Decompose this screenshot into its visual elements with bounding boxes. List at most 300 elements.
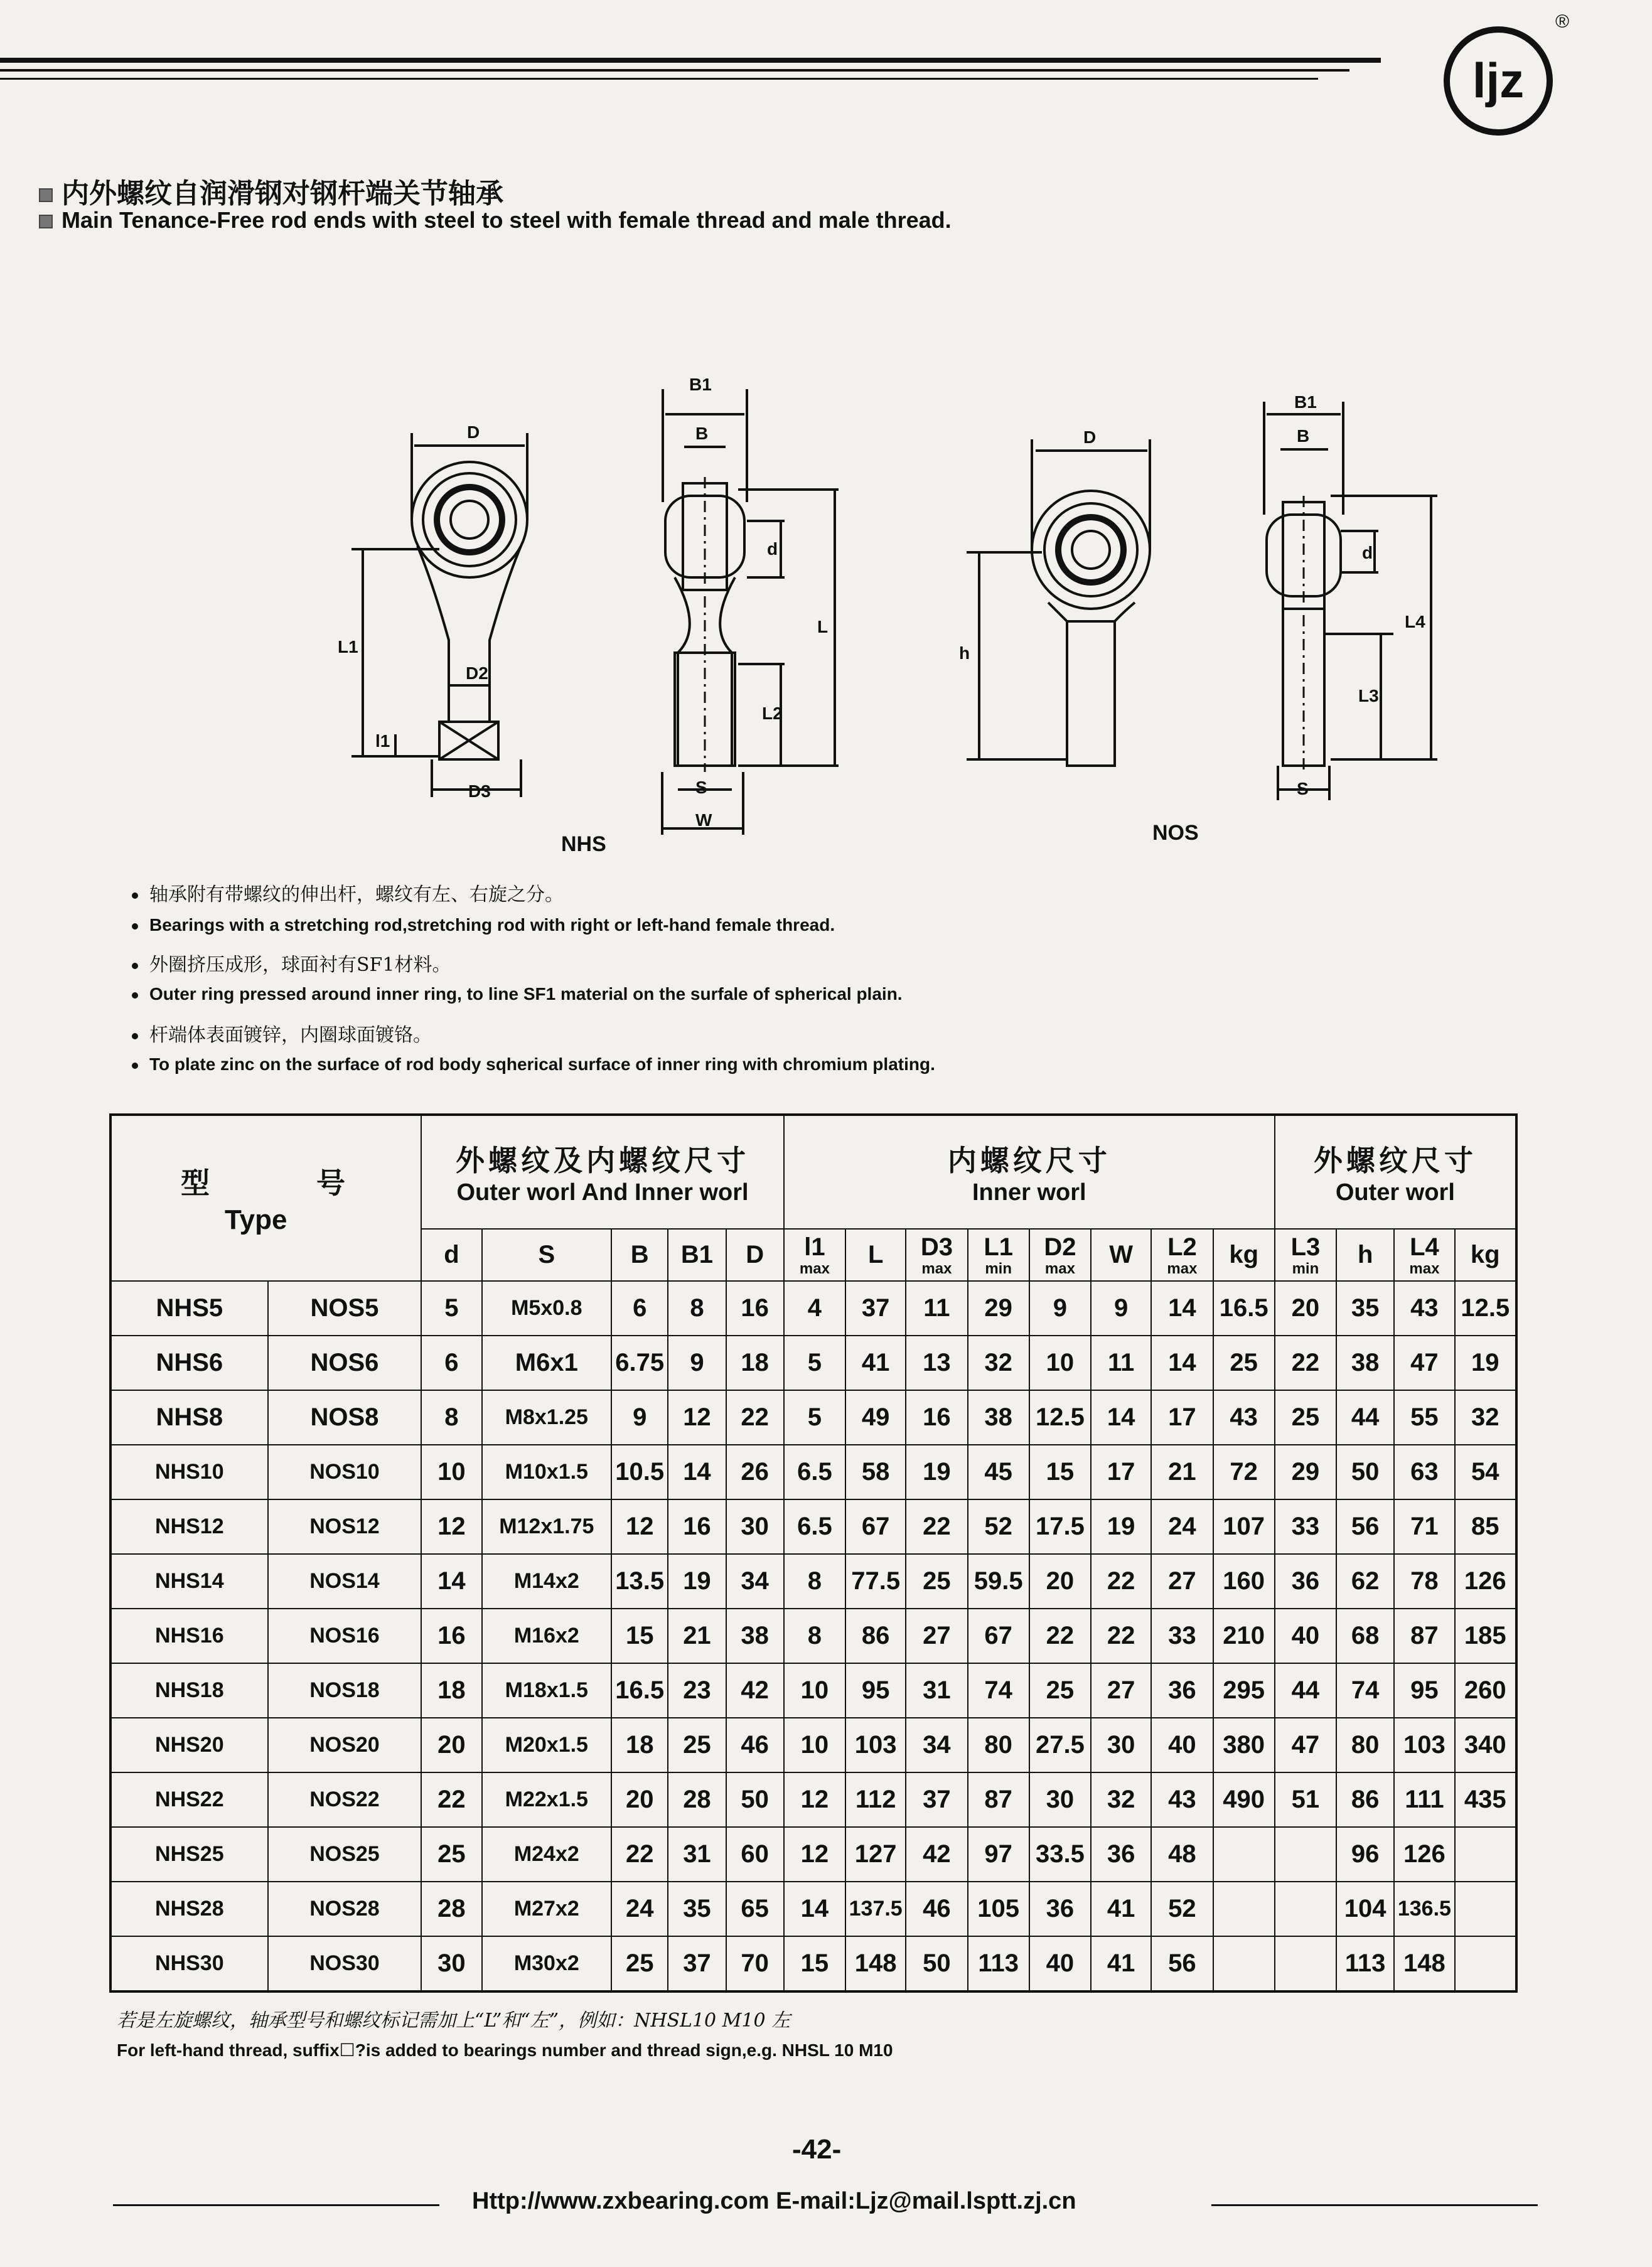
table-cell: 9 [1029,1281,1091,1336]
nhs-side-view [662,389,839,835]
table-cell: 6 [611,1281,668,1336]
bullet-icon [132,923,138,930]
table-cell: 36 [1091,1827,1151,1882]
column-header: S [482,1229,612,1281]
table-cell: 23 [668,1663,726,1718]
table-cell: 9 [668,1336,726,1390]
table-cell: 10 [784,1663,845,1718]
table-cell: 148 [1394,1936,1454,1991]
table-cell: 27 [906,1609,967,1663]
table-cell: 260 [1455,1663,1516,1718]
table-cell: 95 [845,1663,906,1718]
table-cell: M18x1.5 [482,1663,612,1718]
table-cell: M6x1 [482,1336,612,1390]
table-cell: 22 [1091,1554,1151,1609]
bullet-icon [132,1063,138,1069]
table-cell: NHS28 [110,1882,268,1936]
table-cell: 22 [1029,1609,1091,1663]
table-cell: 6.5 [784,1445,845,1499]
table-cell: 10 [1029,1336,1091,1390]
table-cell: 435 [1455,1772,1516,1827]
table-cell: 30 [726,1499,784,1554]
table-row [110,1827,1516,1882]
dim-h: h [959,643,970,663]
table-cell: 127 [845,1827,906,1882]
table-cell: 71 [1394,1499,1454,1554]
table-cell: NOS28 [268,1882,422,1936]
table-cell: NHS10 [110,1445,268,1499]
table-cell: 16.5 [611,1663,668,1718]
table-cell: 40 [1275,1609,1336,1663]
dim-L1: L1 [338,637,358,657]
column-header: h [1336,1229,1394,1281]
square-bullet-icon [39,188,53,202]
column-header: D3 max [906,1229,967,1281]
table-cell: 27.5 [1029,1718,1091,1772]
table-cell: 20 [611,1772,668,1827]
table-cell: 340 [1455,1718,1516,1772]
table-cell: 12 [421,1499,481,1554]
table-cell: 86 [1336,1772,1394,1827]
table-cell: 41 [845,1336,906,1390]
table-cell: 113 [968,1936,1029,1991]
table-cell: NHS20 [110,1718,268,1772]
technical-drawings [0,351,1652,866]
table-cell: 295 [1213,1663,1275,1718]
table-cell: 80 [1336,1718,1394,1772]
table-cell: 11 [906,1281,967,1336]
table-cell: 15 [611,1609,668,1663]
table-cell: 68 [1336,1609,1394,1663]
column-header: d [421,1229,481,1281]
table-cell: NOS10 [268,1445,422,1499]
table-cell: 16 [726,1281,784,1336]
dim-B-nos: B [1297,426,1310,446]
table-cell: 59.5 [968,1554,1029,1609]
table-cell: 15 [784,1936,845,1991]
table-cell: NOS30 [268,1936,422,1991]
table-cell: 22 [906,1499,967,1554]
table-cell: 35 [1336,1281,1394,1336]
table-cell: 19 [1455,1336,1516,1390]
table-cell: 126 [1455,1554,1516,1609]
table-cell: 24 [1151,1499,1213,1554]
table-cell: M14x2 [482,1554,612,1609]
title-en [39,207,952,233]
table-cell: 16 [421,1609,481,1663]
table-cell: 20 [1029,1554,1091,1609]
dim-L3: L3 [1358,686,1379,705]
table-cell: 36 [1029,1882,1091,1936]
table-cell: 28 [668,1772,726,1827]
table-cell: 160 [1213,1554,1275,1609]
table-cell: 22 [1091,1609,1151,1663]
column-header: D [726,1229,784,1281]
table-cell: 32 [1455,1390,1516,1445]
table-cell: 95 [1394,1663,1454,1718]
table-cell: 25 [906,1554,967,1609]
table-cell: 86 [845,1609,906,1663]
table-cell: 47 [1275,1718,1336,1772]
table-cell [1455,1827,1516,1882]
table-cell: 43 [1213,1390,1275,1445]
title-cn-text: 内外螺纹自润滑钢对钢杆端关节轴承 [62,178,503,210]
header-rule-2 [0,69,1349,72]
footer-rule-right [1211,2204,1538,2206]
table-cell: 8 [421,1390,481,1445]
table-cell: 65 [726,1882,784,1936]
table-row [110,1336,1516,1390]
column-header: L4 max [1394,1229,1454,1281]
table-cell: 25 [1275,1390,1336,1445]
table-cell [1213,1882,1275,1936]
table-cell: 13 [906,1336,967,1390]
type-header [110,1115,421,1281]
table-cell: M5x0.8 [482,1281,612,1336]
table-cell: 6 [421,1336,481,1390]
table-cell: 58 [845,1445,906,1499]
table-cell: 17 [1091,1445,1151,1499]
table-cell: 10.5 [611,1445,668,1499]
table-cell: 18 [421,1663,481,1718]
table-cell: NOS5 [268,1281,422,1336]
table-cell: 6.75 [611,1336,668,1390]
dim-S-nhs: S [695,778,707,797]
table-cell: 36 [1275,1554,1336,1609]
dim-l1: l1 [375,731,390,751]
table-cell: 112 [845,1772,906,1827]
table-cell: 25 [668,1718,726,1772]
type-cn-1: 型 [181,1166,213,1200]
table-cell: 33.5 [1029,1827,1091,1882]
table-cell: M27x2 [482,1882,612,1936]
table-cell [1275,1936,1336,1991]
column-header: l1 max [784,1229,845,1281]
table-cell: 80 [968,1718,1029,1772]
table-cell: 380 [1213,1718,1275,1772]
table-cell: 55 [1394,1390,1454,1445]
dim-D2: D2 [466,663,488,683]
table-cell: 14 [668,1445,726,1499]
table-cell: 47 [1394,1336,1454,1390]
table-cell: 103 [1394,1718,1454,1772]
dim-W: W [695,810,712,830]
column-header: L3 min [1275,1229,1336,1281]
table-cell: 14 [1151,1281,1213,1336]
table-cell: 5 [784,1336,845,1390]
table-cell: NOS12 [268,1499,422,1554]
table-cell: NOS20 [268,1718,422,1772]
column-header: L2 max [1151,1229,1213,1281]
header-rule-3 [0,78,1318,80]
table-cell: 56 [1336,1499,1394,1554]
table-cell: 54 [1455,1445,1516,1499]
note-3-cn: 杆端体表面镀锌，内圈球面镀铬。 [132,1019,432,1047]
table-cell: 67 [845,1499,906,1554]
table-cell: 10 [784,1718,845,1772]
table-cell: 12 [784,1827,845,1882]
type-en: Type [225,1204,287,1235]
table-cell [1213,1936,1275,1991]
table-cell: 16 [668,1499,726,1554]
nos-front-view [967,439,1150,766]
table-cell: 78 [1394,1554,1454,1609]
table-cell: 32 [968,1336,1029,1390]
table-cell: 77.5 [845,1554,906,1609]
note-3-en: To plate zinc on the surface of rod body sqherical surface of inner ring with chromium plating. [132,1054,935,1075]
table-cell: 16 [906,1390,967,1445]
nos-side-view [1264,402,1437,800]
table-cell: 111 [1394,1772,1454,1827]
table-cell: 63 [1394,1445,1454,1499]
table-row [110,1882,1516,1936]
table-cell: 18 [611,1718,668,1772]
table-cell: 28 [421,1882,481,1936]
dim-D3: D3 [468,781,491,801]
table-cell: 8 [784,1554,845,1609]
table-cell: NHS30 [110,1936,268,1991]
table-cell: 9 [1091,1281,1151,1336]
column-header: D2 max [1029,1229,1091,1281]
table-cell: 36 [1151,1663,1213,1718]
table-cell: 210 [1213,1609,1275,1663]
table-cell: 22 [611,1827,668,1882]
table-cell: 34 [906,1718,967,1772]
table-cell: NOS16 [268,1609,422,1663]
table-cell: 56 [1151,1936,1213,1991]
nos-label: NOS [1152,821,1199,845]
table-cell: 37 [668,1936,726,1991]
table-cell: NOS8 [268,1390,422,1445]
table-cell: 31 [668,1827,726,1882]
table-cell: NHS12 [110,1499,268,1554]
table-row [110,1936,1516,1991]
title-cn [39,171,503,211]
table-cell: M12x1.75 [482,1499,612,1554]
table-cell: 107 [1213,1499,1275,1554]
table-cell: 20 [1275,1281,1336,1336]
table-cell: 60 [726,1827,784,1882]
dim-L2: L2 [762,704,783,723]
table-row [110,1281,1516,1336]
table-cell: 22 [421,1772,481,1827]
bullet-icon [132,992,138,999]
table-cell: M24x2 [482,1827,612,1882]
column-header: L1 min [968,1229,1029,1281]
table-cell: 50 [906,1936,967,1991]
table-cell [1275,1827,1336,1882]
note-2-cn: 外圈挤压成形，球面衬有SF1材料。 [132,949,451,977]
title-en-text: Main Tenance-Free rod ends with steel to steel with female thread and male thread. [62,207,952,233]
table-cell: 14 [784,1882,845,1936]
table-cell: 41 [1091,1936,1151,1991]
table-cell: NHS14 [110,1554,268,1609]
table-cell: 85 [1455,1499,1516,1554]
table-cell: 12 [784,1772,845,1827]
table-cell: 21 [1151,1445,1213,1499]
table-cell: 29 [968,1281,1029,1336]
table-cell: 25 [421,1827,481,1882]
table-cell: NHS22 [110,1772,268,1827]
table-cell: 33 [1151,1609,1213,1663]
table-cell: 17.5 [1029,1499,1091,1554]
table-cell: 105 [968,1882,1029,1936]
table-cell: 37 [845,1281,906,1336]
table-cell: 38 [1336,1336,1394,1390]
footer-rule-left [113,2204,439,2206]
table-cell: 41 [1091,1882,1151,1936]
table-cell: NHS16 [110,1609,268,1663]
table-cell: M22x1.5 [482,1772,612,1827]
dim-B-nhs: B [695,424,709,443]
table-cell: NHS25 [110,1827,268,1882]
column-header: kg [1213,1229,1275,1281]
column-header: kg [1455,1229,1516,1281]
table-cell: M16x2 [482,1609,612,1663]
table-cell: 43 [1394,1281,1454,1336]
table-row [110,1663,1516,1718]
table-cell: 104 [1336,1882,1394,1936]
table-cell: 126 [1394,1827,1454,1882]
table-cell: 20 [421,1718,481,1772]
table-cell: 25 [1213,1336,1275,1390]
table-cell: NOS25 [268,1827,422,1882]
table-cell: 10 [421,1445,481,1499]
table-cell: 16.5 [1213,1281,1275,1336]
ljz-logo [1442,25,1554,137]
dim-S-nos: S [1297,779,1309,798]
spec-table [109,1113,1518,1993]
table-cell: 136.5 [1394,1882,1454,1936]
table-cell: 70 [726,1936,784,1991]
table-cell: NOS22 [268,1772,422,1827]
dim-L4: L4 [1405,612,1425,631]
table-cell: M20x1.5 [482,1718,612,1772]
table-cell: 13.5 [611,1554,668,1609]
table-cell: 8 [668,1281,726,1336]
table-row [110,1609,1516,1663]
table-cell: NHS6 [110,1336,268,1390]
table-cell: 46 [906,1882,967,1936]
table-cell: 37 [906,1772,967,1827]
table-cell: 11 [1091,1336,1151,1390]
group3-header: 外螺纹尺寸 Outer worl [1275,1115,1516,1229]
table-cell: NHS5 [110,1281,268,1336]
table-cell: 96 [1336,1827,1394,1882]
table-cell: 45 [968,1445,1029,1499]
table-cell [1275,1882,1336,1936]
table-row [110,1718,1516,1772]
table-cell: 19 [668,1554,726,1609]
table-cell: 12 [668,1390,726,1445]
table-cell: 21 [668,1609,726,1663]
table-cell: 12.5 [1029,1390,1091,1445]
table-row [110,1390,1516,1445]
bullet-icon [132,1033,138,1039]
table-cell: 14 [1091,1390,1151,1445]
table-cell: 12 [611,1499,668,1554]
footnote-cn: 若是左旋螺纹，轴承型号和螺纹标记需加上“L”和“左”，例如：NHSL10 M10 左 [117,2010,791,2032]
table-cell: 24 [611,1882,668,1936]
table-cell: 19 [1091,1499,1151,1554]
table-cell [1455,1936,1516,1991]
table-cell: 49 [845,1390,906,1445]
type-cn-2: 号 [316,1166,349,1200]
table-cell: 74 [968,1663,1029,1718]
table-cell: M8x1.25 [482,1390,612,1445]
table-cell: 87 [1394,1609,1454,1663]
table-cell: 113 [1336,1936,1394,1991]
column-header: L [845,1229,906,1281]
table-cell: 44 [1336,1390,1394,1445]
nhs-label: NHS [561,832,606,856]
column-header: B1 [668,1229,726,1281]
table-cell: NHS8 [110,1390,268,1445]
table-cell: 52 [968,1499,1029,1554]
table-cell: 31 [906,1663,967,1718]
dim-D-nos: D [1083,427,1097,447]
table-cell: 87 [968,1772,1029,1827]
dim-B1-nhs: B1 [689,375,712,394]
table-cell: 30 [1029,1772,1091,1827]
table-cell: 18 [726,1336,784,1390]
dim-B1-nos: B1 [1294,392,1317,412]
table-cell: 40 [1151,1718,1213,1772]
table-cell: 17 [1151,1390,1213,1445]
footer-contact: Http://www.zxbearing.com E-mail:Ljz@mail.lsptt.zj.cn [472,2188,1076,2214]
table-cell: 5 [421,1281,481,1336]
table-cell: 52 [1151,1882,1213,1936]
table-cell: 26 [726,1445,784,1499]
table-cell: NOS18 [268,1663,422,1718]
table-cell: 32 [1091,1772,1151,1827]
group2-header: 内螺纹尺寸 Inner worl [784,1115,1275,1229]
table-cell: 25 [1029,1663,1091,1718]
table-cell: 6.5 [784,1499,845,1554]
table-cell: 46 [726,1718,784,1772]
table-cell: 15 [1029,1445,1091,1499]
table-cell: 48 [1151,1827,1213,1882]
table-cell [1213,1827,1275,1882]
table-cell: 33 [1275,1499,1336,1554]
table-cell: 27 [1151,1554,1213,1609]
table-cell: 74 [1336,1663,1394,1718]
table-cell: 50 [726,1772,784,1827]
note-1-cn: 轴承附有带螺纹的伸出杆，螺纹有左、右旋之分。 [132,879,564,906]
table-row [110,1445,1516,1499]
table-cell: 51 [1275,1772,1336,1827]
table-cell: 14 [421,1554,481,1609]
table-cell: 97 [968,1827,1029,1882]
table-cell: 27 [1091,1663,1151,1718]
svg-text:ljz: ljz [1472,53,1525,108]
table-row [110,1554,1516,1609]
table-cell: 30 [421,1936,481,1991]
table-cell: 22 [1275,1336,1336,1390]
table-row [110,1772,1516,1827]
table-cell: 35 [668,1882,726,1936]
table-cell: 5 [784,1390,845,1445]
table-cell: 40 [1029,1936,1091,1991]
note-2-en: Outer ring pressed around inner ring, to line SF1 material on the surfale of spherical plain. [132,984,903,1004]
table-cell: 62 [1336,1554,1394,1609]
table-cell: 490 [1213,1772,1275,1827]
table-cell: NOS6 [268,1336,422,1390]
table-cell: 4 [784,1281,845,1336]
header-rule-1 [0,58,1381,63]
table-cell: 12.5 [1455,1281,1516,1336]
dim-D-nhs: D [467,422,480,442]
